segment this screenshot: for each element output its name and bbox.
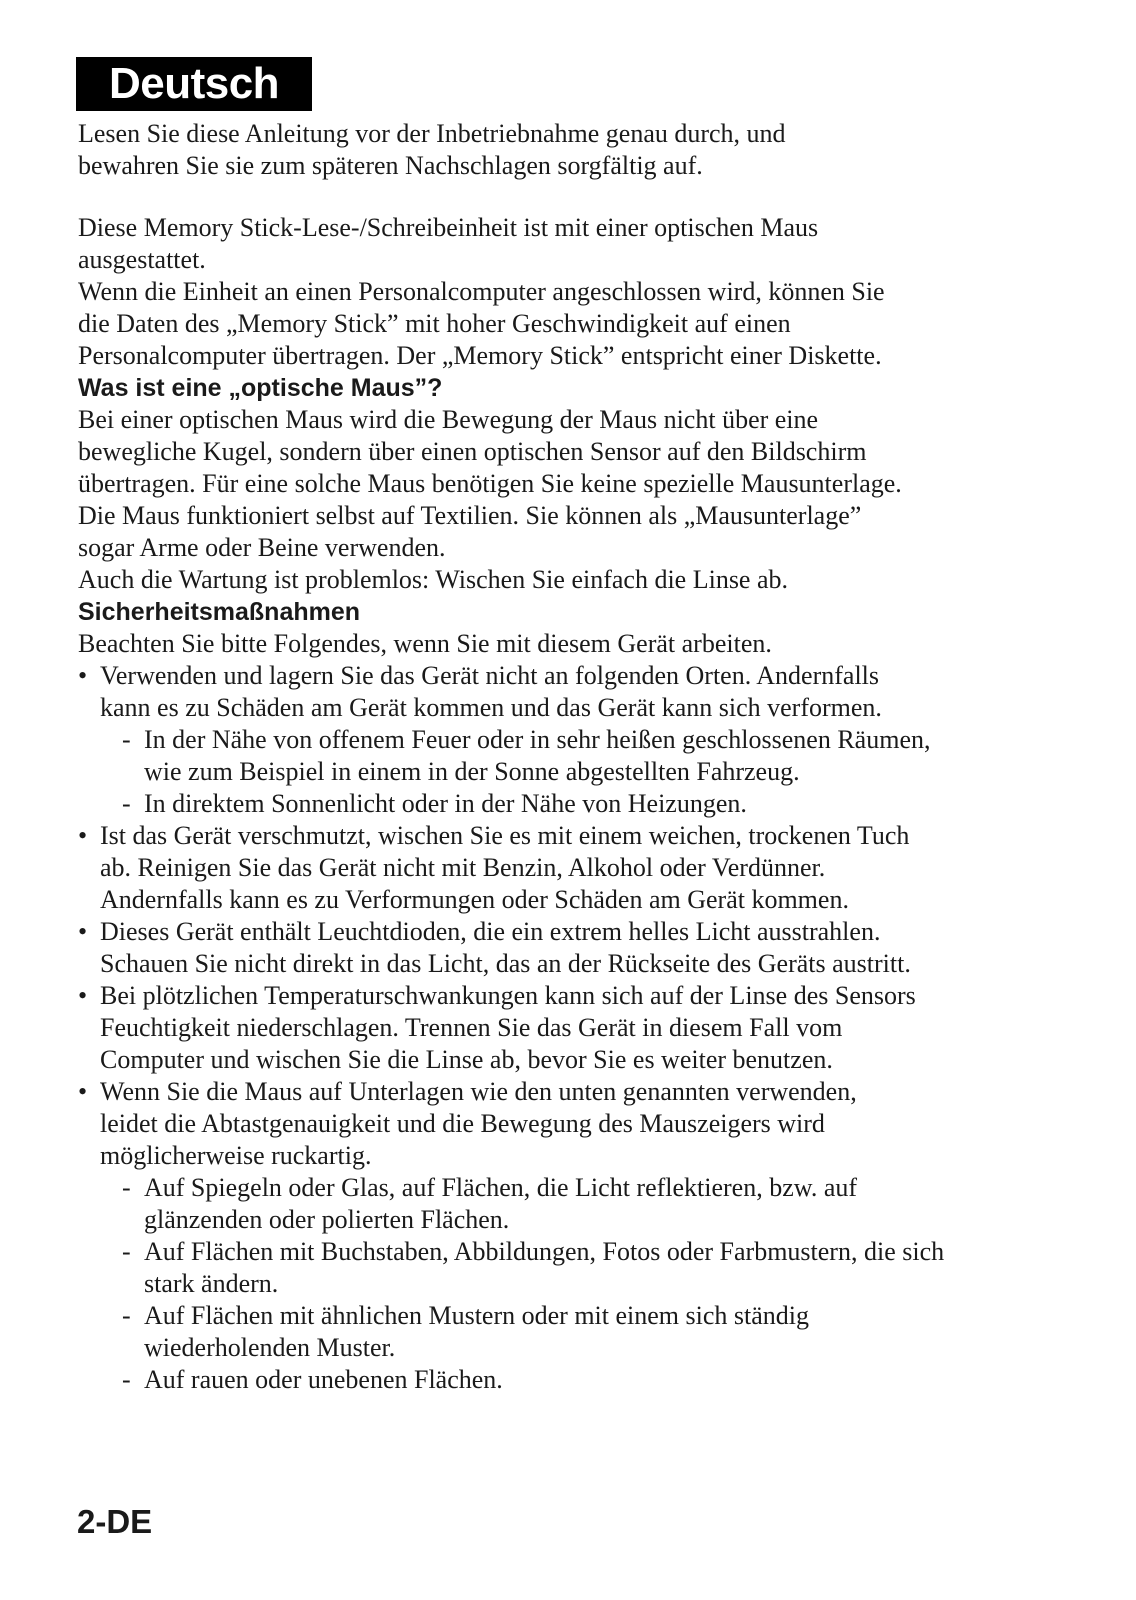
safety-item	[78, 660, 1068, 820]
sub-item	[100, 724, 1068, 788]
bullet-mark: •	[78, 981, 88, 1010]
dash-mark: -	[122, 1173, 131, 1202]
text-line: Auf rauen oder unebenen Flächen.	[144, 1365, 503, 1394]
bullet-mark: •	[78, 917, 88, 946]
bullet-mark: •	[78, 661, 88, 690]
text-line: Wenn die Einheit an einen Personalcomputer angeschlossen wird, können Sie	[78, 277, 885, 306]
text-line: Ist das Gerät verschmutzt, wischen Sie es mit einem weichen, trockenen Tuch	[100, 821, 910, 850]
text-line: Auch die Wartung ist problemlos: Wischen Sie einfach die Linse ab.	[78, 565, 789, 594]
text-line: Personalcomputer übertragen. Der „Memory Stick” entspricht einer Diskette.	[78, 341, 882, 370]
text-line: Verwenden und lagern Sie das Gerät nicht an folgenden Orten. Andernfalls	[100, 661, 880, 690]
text-line: ausgestattet.	[78, 245, 206, 274]
text-line: Wenn Sie die Maus auf Unterlagen wie den unten genannten verwenden,	[100, 1077, 857, 1106]
page-content	[78, 118, 1068, 1396]
text-line: Auf Flächen mit Buchstaben, Abbildungen, Fotos oder Farbmustern, die sich	[144, 1237, 945, 1266]
sub-item	[100, 1172, 1068, 1236]
text-line: Lesen Sie diese Anleitung vor der Inbetriebnahme genau durch, und	[78, 119, 786, 148]
safety-list	[78, 660, 1068, 1396]
sub-item	[100, 1364, 1068, 1396]
sub-item	[100, 788, 1068, 820]
text-line: Feuchtigkeit niederschlagen. Trennen Sie das Gerät in diesem Fall vom	[100, 1013, 843, 1042]
dash-mark: -	[122, 725, 131, 754]
page-number: 2-DE	[77, 1503, 153, 1540]
safety-heading: Sicherheitsmaßnahmen	[78, 598, 361, 626]
language-tab: Deutsch	[76, 57, 312, 111]
sub-item	[100, 1300, 1068, 1364]
dash-mark: -	[122, 1365, 131, 1394]
safety-item	[78, 1076, 1068, 1396]
text-line: möglicherweise ruckartig.	[100, 1141, 372, 1170]
text-line: Auf Flächen mit ähnlichen Mustern oder mit einem sich ständig	[144, 1301, 810, 1330]
text-line: sogar Arme oder Beine verwenden.	[78, 533, 446, 562]
text-line: bewegliche Kugel, sondern über einen optischen Sensor auf den Bildschirm	[78, 437, 867, 466]
dash-mark: -	[122, 789, 131, 818]
text-line: die Daten des „Memory Stick” mit hoher Geschwindigkeit auf einen	[78, 309, 791, 338]
text-line: Bei einer optischen Maus wird die Bewegung der Maus nicht über eine	[78, 405, 819, 434]
text-line: Auf Spiegeln oder Glas, auf Flächen, die Licht reflektieren, bzw. auf	[144, 1173, 858, 1202]
text-line: bewahren Sie sie zum späteren Nachschlagen sorgfältig auf.	[78, 151, 703, 180]
sub-item	[100, 1236, 1068, 1300]
text-line: leidet die Abtastgenauigkeit und die Bewegung des Mauszeigers wird	[100, 1109, 825, 1138]
intro-paragraph-1	[78, 118, 1068, 182]
safety-item	[78, 820, 1068, 916]
text-line: Die Maus funktioniert selbst auf Textilien. Sie können als „Mausunterlage”	[78, 501, 862, 530]
dash-mark: -	[122, 1237, 131, 1266]
optical-mouse-heading: Was ist eine „optische Maus”?	[78, 374, 443, 402]
text-line: wiederholenden Muster.	[144, 1333, 396, 1362]
text-line: ab. Reinigen Sie das Gerät nicht mit Benzin, Alkohol oder Verdünner.	[100, 853, 826, 882]
dash-mark: -	[122, 1301, 131, 1330]
text-line: wie zum Beispiel in einem in der Sonne abgestellten Fahrzeug.	[144, 757, 800, 786]
text-line: Schauen Sie nicht direkt in das Licht, das an der Rückseite des Geräts austritt.	[100, 949, 911, 978]
text-line: übertragen. Für eine solche Maus benötigen Sie keine spezielle Mausunterlage.	[78, 469, 902, 498]
sub-list	[100, 724, 1068, 820]
text-line: Computer und wischen Sie die Linse ab, bevor Sie es weiter benutzen.	[100, 1045, 833, 1074]
text-line: Bei plötzlichen Temperaturschwankungen kann sich auf der Linse des Sensors	[100, 981, 916, 1010]
safety-intro: Beachten Sie bitte Folgendes, wenn Sie mit diesem Gerät arbeiten.	[78, 629, 772, 658]
text-line: Dieses Gerät enthält Leuchtdioden, die ein extrem helles Licht ausstrahlen.	[100, 917, 881, 946]
optical-mouse-paragraph	[78, 404, 1068, 596]
text-line: stark ändern.	[144, 1269, 279, 1298]
intro-paragraph-2	[78, 212, 1068, 372]
text-line: Andernfalls kann es zu Verformungen oder Schäden am Gerät kommen.	[100, 885, 849, 914]
text-line: kann es zu Schäden am Gerät kommen und das Gerät kann sich verformen.	[100, 693, 882, 722]
text-line: glänzenden oder polierten Flächen.	[144, 1205, 510, 1234]
text-line: In direktem Sonnenlicht oder in der Nähe von Heizungen.	[144, 789, 747, 818]
text-line: Diese Memory Stick-Lese-/Schreibeinheit ist mit einer optischen Maus	[78, 213, 819, 242]
sub-list	[100, 1172, 1068, 1396]
safety-item	[78, 916, 1068, 980]
bullet-mark: •	[78, 821, 88, 850]
bullet-mark: •	[78, 1077, 88, 1106]
safety-item	[78, 980, 1068, 1076]
text-line: In der Nähe von offenem Feuer oder in sehr heißen geschlossenen Räumen,	[144, 725, 931, 754]
